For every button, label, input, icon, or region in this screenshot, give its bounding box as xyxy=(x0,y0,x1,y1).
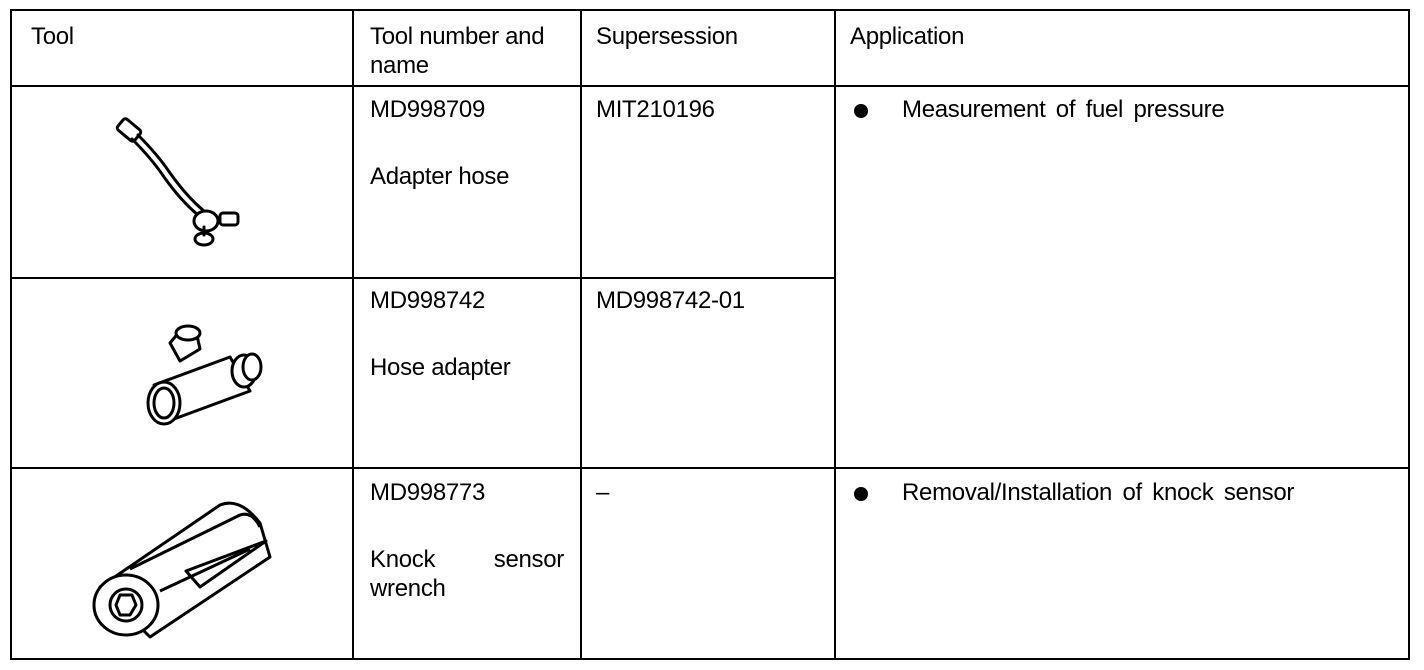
knock-sensor-wrench-icon xyxy=(90,487,280,647)
header-tool: Tool xyxy=(31,23,74,50)
adapter-hose-icon xyxy=(108,115,258,255)
header-application: Application xyxy=(850,23,965,50)
tool-name-word: Knock xyxy=(370,546,436,573)
column-divider xyxy=(580,11,582,658)
supersession-value: – xyxy=(596,479,610,506)
row-divider xyxy=(12,277,836,279)
bullet-icon xyxy=(854,487,868,501)
application-text: Removal/Installation of knock sensor xyxy=(902,479,1295,506)
bullet-icon xyxy=(854,104,868,118)
special-tools-table xyxy=(10,9,1410,660)
row-divider xyxy=(12,85,1408,87)
column-divider xyxy=(352,11,354,658)
supersession-value: MIT210196 xyxy=(596,96,715,123)
supersession-value: MD998742-01 xyxy=(596,287,745,314)
column-divider xyxy=(834,11,836,658)
tool-number: MD998742 xyxy=(370,287,486,314)
header-supersession: Supersession xyxy=(596,23,738,50)
row-divider xyxy=(12,467,1408,469)
application-text: Measurement of fuel pressure xyxy=(902,96,1225,123)
tool-number: MD998773 xyxy=(370,479,486,506)
tool-name-word: wrench xyxy=(370,575,446,602)
tool-name: Hose adapter xyxy=(370,354,511,381)
tool-name-word: sensor xyxy=(493,546,564,573)
tool-number: MD998709 xyxy=(370,96,486,123)
tool-name: Adapter hose xyxy=(370,163,510,190)
header-tool-number: Tool number and name xyxy=(370,23,545,79)
hose-adapter-icon xyxy=(144,321,274,441)
tool-name xyxy=(370,545,564,603)
